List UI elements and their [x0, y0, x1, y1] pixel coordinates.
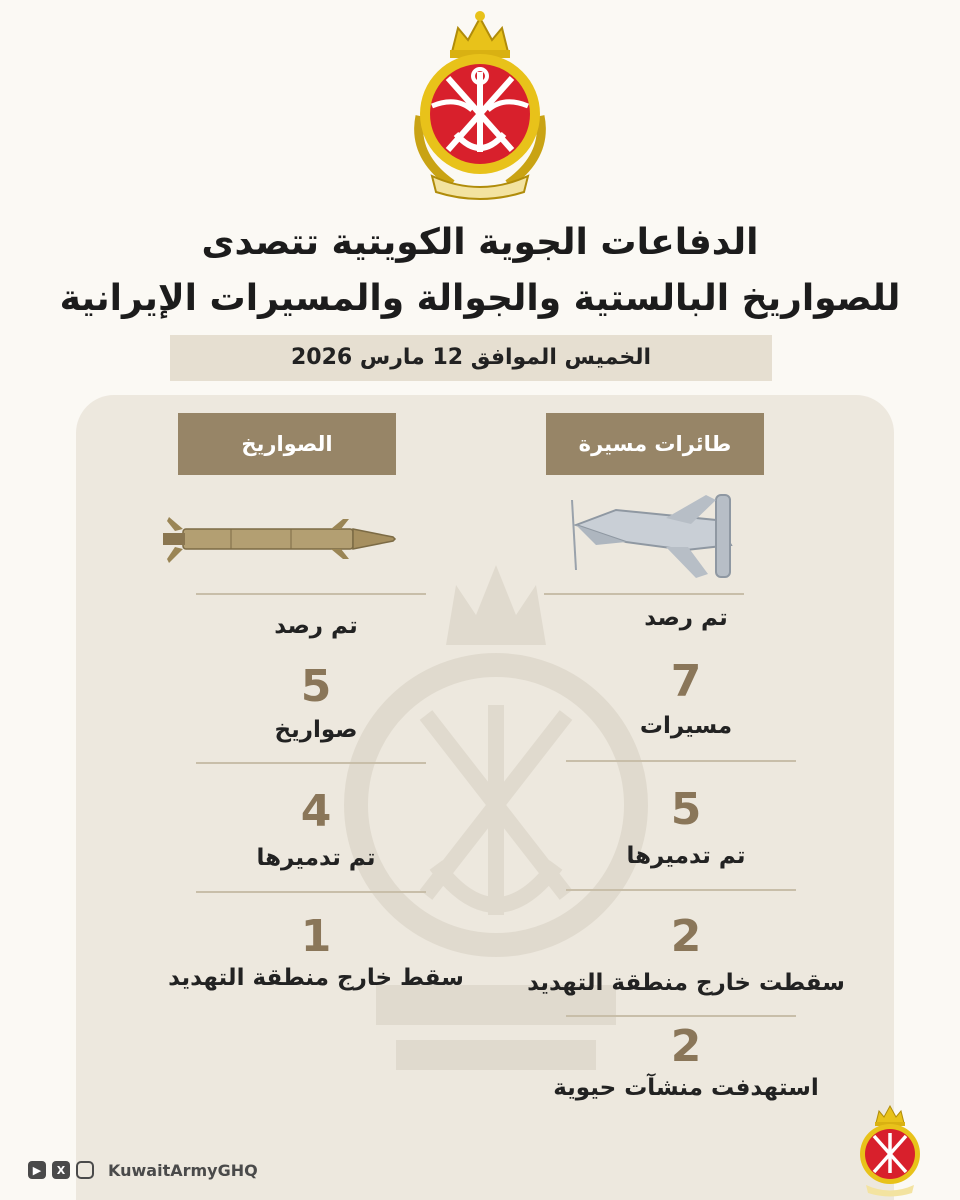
drones-hit-label: استهدفت منشآت حيوية	[553, 1075, 819, 1101]
drones-detected-value: 7	[670, 656, 702, 707]
missiles-detected-unit: صواريخ	[274, 717, 358, 743]
page-title-line-2: للصواريخ البالستية والجوالة والمسيرات الإيرانية	[59, 278, 901, 319]
youtube-icon[interactable]: ▶	[28, 1161, 46, 1179]
missiles-header: الصواريخ	[178, 413, 396, 475]
missile-icon	[161, 513, 401, 568]
divider	[566, 889, 796, 891]
x-icon[interactable]: X	[52, 1161, 70, 1179]
date-bar: الخميس الموافق 12 مارس 2026	[170, 335, 772, 381]
divider	[544, 593, 744, 595]
divider	[566, 760, 796, 762]
missiles-column	[146, 395, 486, 1200]
missiles-outside-value: 1	[300, 911, 332, 962]
instagram-icon[interactable]	[76, 1161, 94, 1179]
divider	[196, 762, 426, 764]
drones-destroyed-value: 5	[670, 784, 702, 835]
divider	[196, 891, 426, 893]
drones-hit-value: 2	[670, 1021, 702, 1072]
missiles-destroyed-value: 4	[300, 786, 332, 837]
missiles-outside-label: سقط خارج منطقة التهديد	[168, 965, 464, 991]
divider	[196, 593, 426, 595]
drones-detected-unit: مسيرات	[639, 713, 733, 739]
drones-column	[516, 395, 856, 1200]
drones-destroyed-label: تم تدميرها	[626, 843, 746, 869]
drones-detected-label: تم رصد	[644, 605, 728, 631]
drones-outside-value: 2	[670, 911, 702, 962]
divider	[566, 1015, 796, 1017]
missiles-detected-label: تم رصد	[274, 613, 358, 639]
social-handle: KuwaitArmyGHQ	[108, 1160, 258, 1180]
drones-outside-label: سقطت خارج منطقة التهديد	[527, 970, 845, 996]
kuwait-army-emblem-small-icon	[846, 1100, 934, 1198]
drones-header: طائرات مسيرة	[546, 413, 764, 475]
kuwait-army-emblem-icon	[392, 6, 568, 202]
stats-panel	[76, 395, 894, 1200]
drone-icon	[566, 490, 746, 585]
missiles-destroyed-label: تم تدميرها	[256, 845, 376, 871]
social-footer	[28, 1155, 258, 1185]
missiles-detected-value: 5	[300, 661, 332, 712]
page-title-line-1: الدفاعات الجوية الكويتية تتصدى	[201, 222, 759, 263]
